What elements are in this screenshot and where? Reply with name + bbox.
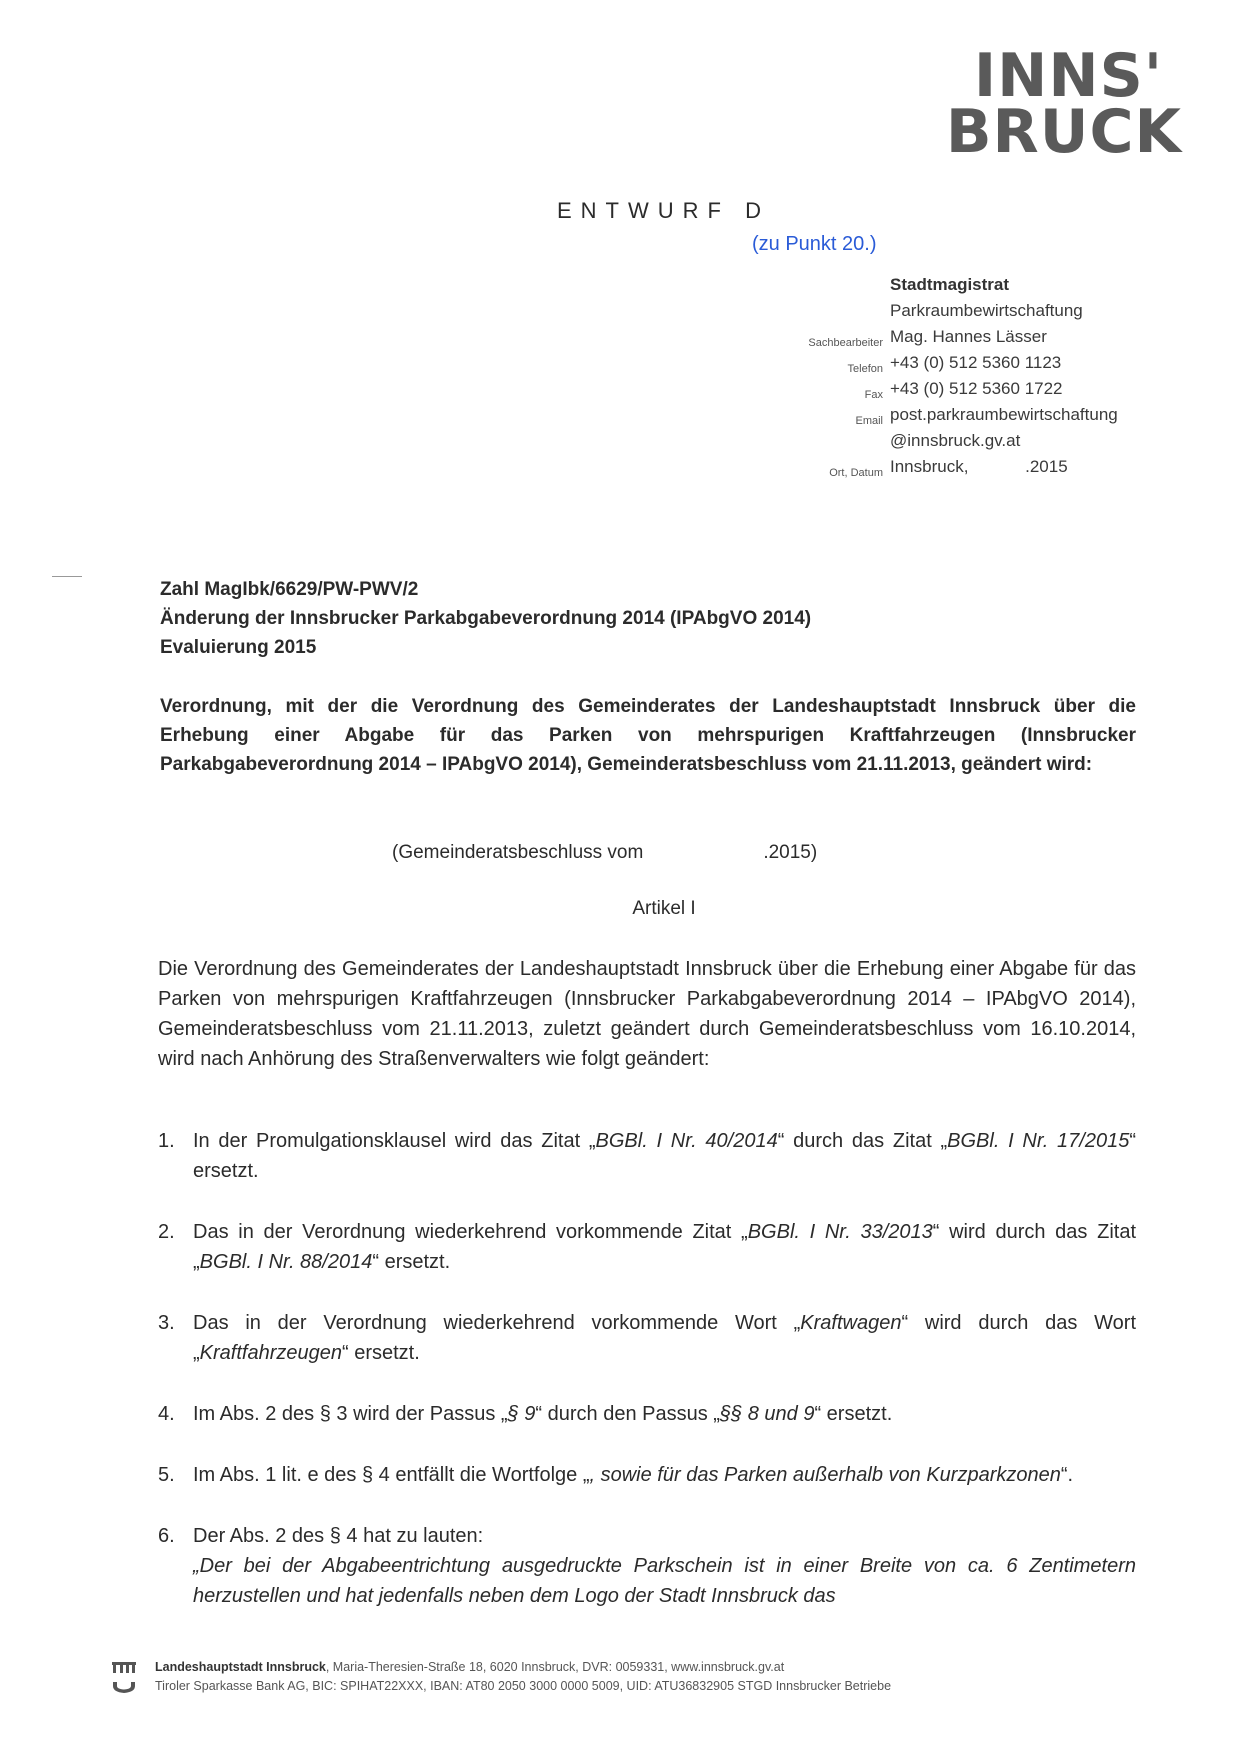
item-text: In der Promulgationsklausel wird das Zitat „BGBl. I Nr. 40/2014“ durch das Zitat „BGBl. I Nr. 17/2015“ ersetzt. [193,1130,1137,1182]
regulation-title: Verordnung, mit der die Verordnung des Gemeinderates der Landeshauptstadt Innsbruck über die Erhebung einer Abgabe für das Parken von mehrspurigen Kraftfahrzeugen (Innsbrucker Parkabgabeverordnung 2014 – IPAbgVO 2014), Gemeinderatsbeschluss vom 21.11.2013, geändert wird: [160,696,1136,775]
logo-line-2: BRUCK [945,97,1182,167]
list-item [158,1399,1136,1429]
list-item [158,1521,1136,1611]
subject-title: Änderung der Innsbrucker Parkabgabeverordnung 2014 (IPAbgVO 2014) [160,608,812,629]
label-officer: Sachbearbeiter [808,337,883,349]
sender-fax: +43 (0) 512 5360 1722 [890,379,1063,398]
item-number: 4. [158,1403,175,1425]
subject-subtitle: Evaluierung 2015 [160,637,317,658]
city-emblem-icon [111,1660,137,1674]
label-email: Email [855,415,883,427]
list-item [158,1217,1136,1277]
article-heading [0,898,1240,920]
item-number: 1. [158,1130,175,1152]
sender-dept: Parkraumbewirtschaftung [890,301,1083,320]
item-text: Im Abs. 2 des § 3 wird der Passus „§ 9“ durch den Passus „§§ 8 und 9“ ersetzt. [193,1403,893,1425]
sender-labels [808,330,883,486]
council-label: (Gemeinderatsbeschluss vom [392,842,644,863]
council-resolution-line [392,842,817,864]
bank-shield-icon [111,1680,137,1694]
letterhead-footer [155,1658,891,1696]
draft-label: ENTWURF D [557,198,770,223]
sender-email-1[interactable]: post.parkraumbewirtschaftung [890,405,1118,424]
item-text: Der Abs. 2 des § 4 hat zu lauten: „Der bei der Abgabeentrichtung ausgedruckte Parkschein ist in einer Breite von ca. 6 Zentimetern herzustellen und hat jedenfalls neben dem Logo der Stadt Innsbruck das [193,1525,1136,1607]
council-year: .2015) [763,842,818,863]
item-text: Das in der Verordnung wiederkehrend vorkommende Zitat „BGBl. I Nr. 33/2013“ wird durch das Zitat „BGBl. I Nr. 88/2014“ ersetzt. [193,1221,1136,1273]
item-text: Das in der Verordnung wiederkehrend vorkommende Wort „Kraftwagen“ wird durch das Wort „Kraftfahrzeugen“ ersetzt. [193,1312,1136,1364]
item-number: 3. [158,1312,175,1334]
sender-org: Stadtmagistrat [890,275,1010,294]
sender-phone: +43 (0) 512 5360 1123 [890,353,1062,372]
sender-block [890,272,1118,480]
article-title: Artikel I [632,898,696,919]
item-text: Im Abs. 1 lit. e des § 4 entfällt die Wortfolge „, sowie für das Parken außerhalb von Kurzparkzonen“. [193,1464,1074,1486]
footer-line-2: Tiroler Sparkasse Bank AG, BIC: SPIHAT22XXX, IBAN: AT80 2050 3000 0000 5009, UID: ATU36832905 STGD Innsbrucker Betriebe [155,1679,892,1693]
label-phone: Telefon [847,363,883,375]
margin-mark [52,576,82,577]
agenda-reference: (zu Punkt 20.) [752,233,877,255]
logo-line-1: INNS' [973,41,1164,111]
sender-email-2[interactable]: @innsbruck.gv.at [890,431,1021,450]
sender-place-date: Innsbruck, .2015 [890,457,1068,476]
amendment-list [158,1126,1136,1642]
item-number: 6. [158,1525,175,1547]
sender-officer: Mag. Hannes Lässer [890,327,1047,346]
subject-block [160,575,811,662]
city-logo [945,41,1182,167]
intro-paragraph: Die Verordnung des Gemeinderates der Landeshauptstadt Innsbruck über die Erhebung einer Abgabe für das Parken von mehrspurigen Kraftfahrzeugen (Innsbrucker Parkabgabeverordnung 2014 – IPAbgVO 2014), Gemeinderatsbeschluss vom 21.11.2013, zuletzt geändert durch Gemeinderatsbeschluss vom 16.10.2014, wird nach Anhörung des Straßenverwalters wie folgt geändert: [158,958,1136,1070]
label-place-date: Ort, Datum [829,467,883,479]
footer-line-1: Landeshauptstadt Innsbruck, Maria-Theresien-Straße 18, 6020 Innsbruck, DVR: 0059331, www.innsbruck.gv.at [155,1660,785,1674]
list-item [158,1308,1136,1368]
list-item [158,1126,1136,1186]
list-item [158,1460,1136,1490]
item-number: 2. [158,1221,175,1243]
label-spacer [808,434,883,460]
subject-reference: Zahl MagIbk/6629/PW-PWV/2 [160,579,419,600]
item-number: 5. [158,1464,175,1486]
label-fax: Fax [864,389,883,401]
